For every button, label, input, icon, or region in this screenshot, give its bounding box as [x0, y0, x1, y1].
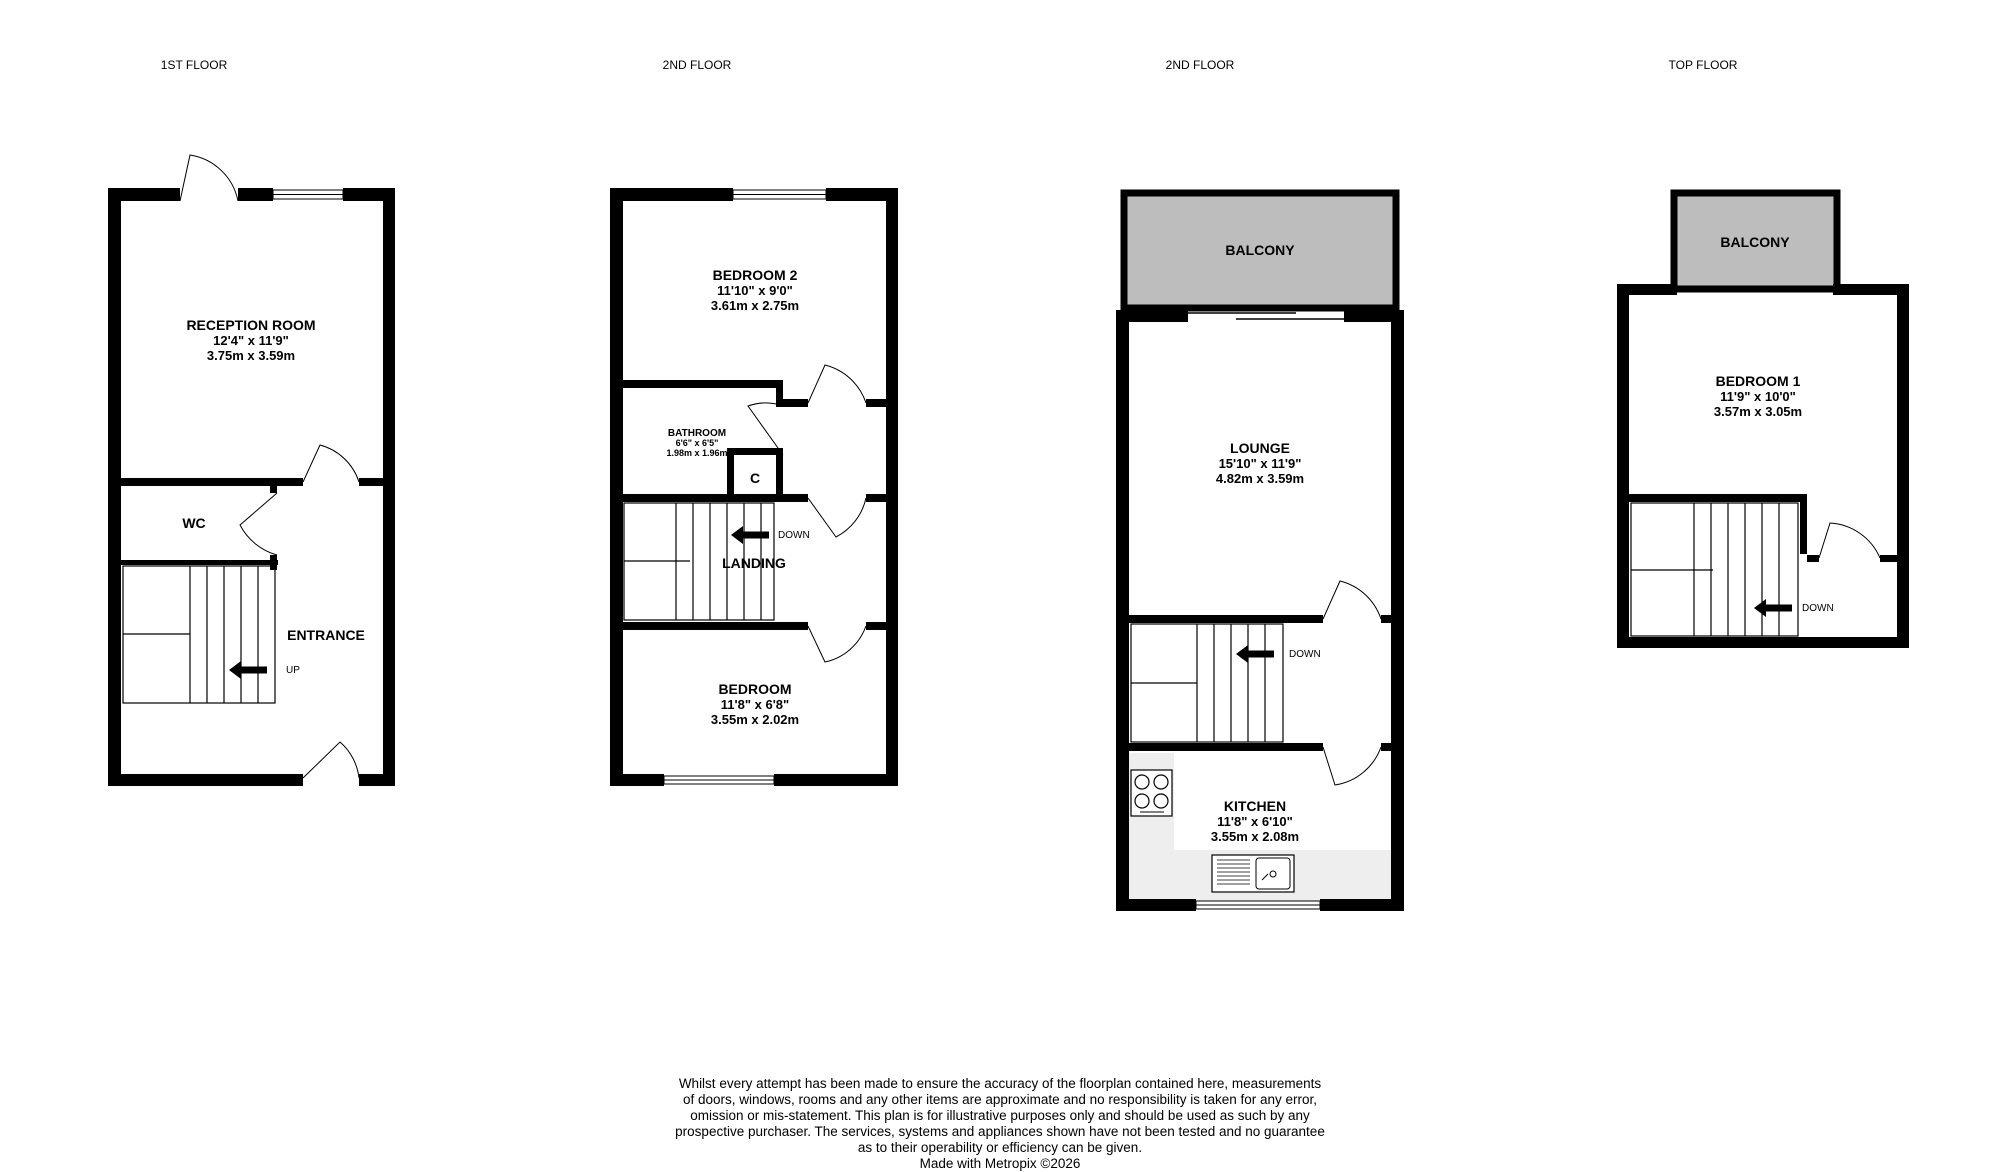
kitchen-imperial: 11'8" x 6'10" [1217, 814, 1293, 829]
reception-room-imperial: 12'4" x 11'9" [213, 333, 289, 348]
stair-down-label-top: DOWN [1802, 603, 1834, 614]
disclaimer-line: as to their operability or efficiency can be given. [857, 1140, 1143, 1155]
bedroom-imperial: 11'8" x 6'8" [720, 697, 790, 712]
lounge-metric: 4.82m x 3.59m [1215, 471, 1305, 486]
lounge-imperial: 15'10" x 11'9" [1218, 456, 1302, 471]
bedroom1-metric: 3.57m x 3.05m [1713, 404, 1803, 419]
plan-1st-floor [108, 155, 395, 786]
metropix-credit: Made with Metropix ©2026 [919, 1156, 1081, 1171]
reception-room-name: RECEPTION ROOM [186, 317, 316, 333]
bedroom-metric: 3.55m x 2.02m [710, 712, 800, 727]
bedroom2-metric: 3.61m x 2.75m [710, 298, 800, 313]
kitchen-name: KITCHEN [1223, 798, 1287, 814]
floor-label-2nd-b: 2ND FLOOR [1165, 58, 1235, 72]
bedroom2-imperial: 11'10" x 9'0" [717, 283, 793, 298]
disclaimer-line: of doors, windows, rooms and any other items are approximate and no responsibility is taken for any error, [682, 1092, 1318, 1107]
stair-up-label: UP [286, 665, 300, 676]
floor-label-2nd-a: 2ND FLOOR [662, 58, 732, 72]
bedroom2-name: BEDROOM 2 [712, 267, 798, 283]
wc-name: WC [182, 515, 206, 531]
stair-down-label-2nd-b: DOWN [1289, 649, 1321, 660]
bathroom-name: BATHROOM [667, 428, 727, 439]
floor-label-1st: 1ST FLOOR [160, 58, 228, 72]
kitchen-metric: 3.55m x 2.08m [1210, 829, 1300, 844]
plan-top-floor [1617, 193, 1909, 648]
floor-label-top: TOP FLOOR [1668, 58, 1738, 72]
plan-2nd-floor-lounge [1116, 193, 1404, 911]
bedroom1-name: BEDROOM 1 [1715, 373, 1801, 389]
lounge-name: LOUNGE [1230, 440, 1290, 456]
landing-name: LANDING [722, 555, 786, 571]
bathroom-imperial: 6'6" x 6'5" [675, 438, 719, 448]
plan-2nd-floor-bedrooms [610, 188, 898, 786]
stair-down-label-2nd-a: DOWN [778, 530, 810, 541]
balcony-top-name: BALCONY [1720, 234, 1790, 250]
bathroom-metric: 1.98m x 1.96m [666, 448, 728, 458]
disclaimer-line: prospective purchaser. The services, systems and appliances shown have not been tested and no guarantee [675, 1124, 1325, 1139]
cupboard-name: C [749, 470, 761, 486]
bedroom1-imperial: 11'9" x 10'0" [1720, 389, 1796, 404]
disclaimer-line: Whilst every attempt has been made to ensure the accuracy of the floorplan contained here, measurements [678, 1076, 1322, 1091]
disclaimer-line: omission or mis-statement. This plan is for illustrative purposes only and should be used as such by any [690, 1108, 1310, 1123]
hob-icon [1131, 770, 1172, 816]
balcony-lounge-name: BALCONY [1225, 242, 1295, 258]
entrance-name: ENTRANCE [287, 627, 365, 643]
sink-icon [1212, 855, 1294, 892]
bedroom-name: BEDROOM [718, 681, 792, 697]
reception-room-metric: 3.75m x 3.59m [206, 348, 296, 363]
disclaimer-text [560, 1076, 1440, 1172]
